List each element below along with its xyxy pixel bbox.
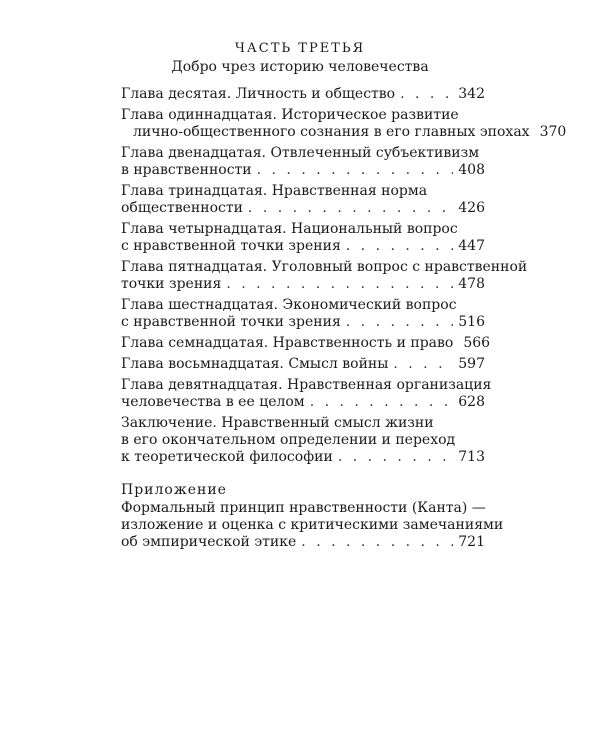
part-title: ЧАСТЬ ТРЕТЬЯ xyxy=(234,41,366,56)
entry-title: Глава четырнадцатая. Национальный вопрос xyxy=(121,221,458,237)
entry-title: Глава шестнадцатая. Экономический вопрос xyxy=(121,297,457,313)
entry-title-continued: с нравственной точки зрения xyxy=(121,314,341,330)
entry-title-continued: лично-общественного сознания в его главных эпохах xyxy=(133,124,530,140)
toc-entry-chapter-15[interactable] xyxy=(121,259,528,293)
toc-entry-chapter-18[interactable] xyxy=(121,356,485,373)
page-number: 566 xyxy=(463,335,491,351)
table-of-contents xyxy=(121,86,567,555)
toc-entry-chapter-19[interactable] xyxy=(121,377,492,411)
entry-title: Глава пятнадцатая. Уголовный вопрос с нравственной xyxy=(121,259,528,275)
entry-title-continued: в его окончательном определении и переход xyxy=(121,432,456,448)
entry-title-continued: об эмпирической этике xyxy=(121,534,297,550)
part-subtitle: Добро чрез историю человечества xyxy=(171,59,429,75)
page-number: 516 xyxy=(458,314,485,330)
page-number: 597 xyxy=(458,356,485,372)
toc-entry-chapter-14[interactable] xyxy=(121,221,485,255)
entry-title: Глава двенадцатая. Отвлеченный субъективизм xyxy=(121,145,480,161)
page-number: 408 xyxy=(458,162,485,178)
page-number: 713 xyxy=(458,449,485,465)
page-number: 478 xyxy=(458,276,485,292)
entry-title-continued: в нравственности xyxy=(121,162,252,178)
dot-leader xyxy=(400,86,453,103)
toc-entry-chapter-16[interactable] xyxy=(121,297,485,331)
entry-title: Глава одиннадцатая. Историческое развитие xyxy=(121,107,459,123)
dot-leader xyxy=(248,200,453,217)
dot-leader xyxy=(226,276,453,293)
entry-title-continued: изложение и оценка с критическими замечаниями xyxy=(121,517,504,533)
entry-title: Формальный принцип нравственности (Канта) — xyxy=(121,500,486,516)
dot-leader xyxy=(393,356,453,373)
entry-title: Глава семнадцатая. Нравственность и право xyxy=(121,335,454,351)
page-number: 426 xyxy=(458,200,485,216)
dot-leader xyxy=(346,314,453,331)
entry-title-continued: общественности xyxy=(121,200,243,216)
entry-title-continued: с нравственной точки зрения xyxy=(121,238,341,254)
entry-title-continued: точки зрения xyxy=(121,276,222,292)
entry-title-continued: к теоретической философии xyxy=(121,449,333,465)
toc-entry-chapter-13[interactable] xyxy=(121,183,485,217)
page-number: 447 xyxy=(458,238,485,254)
toc-entry-chapter-12[interactable] xyxy=(121,145,485,179)
dot-leader xyxy=(338,449,453,466)
dot-leader xyxy=(310,394,454,411)
entry-title: Глава восьмнадцатая. Смысл войны xyxy=(121,356,389,372)
entry-title: Заключение. Нравственный смысл жизни xyxy=(121,415,434,431)
toc-entry-chapter-17[interactable] xyxy=(121,335,491,352)
toc-entry-chapter-10[interactable] xyxy=(121,86,485,103)
toc-entry-chapter-11[interactable] xyxy=(121,107,567,141)
dot-leader xyxy=(346,238,453,255)
dot-leader xyxy=(257,162,454,179)
page-number: 721 xyxy=(458,534,485,550)
page-number: 342 xyxy=(458,86,485,102)
toc-entry-appendix[interactable] xyxy=(121,500,504,551)
part-header xyxy=(0,40,600,77)
page-number: 370 xyxy=(539,124,567,140)
dot-leader xyxy=(301,534,453,551)
entry-title: Глава тринадцатая. Нравственная норма xyxy=(121,183,428,199)
appendix-title: Приложение xyxy=(121,482,227,498)
entry-title-continued: человечества в ее целом xyxy=(121,394,305,410)
toc-entry-conclusion[interactable] xyxy=(121,415,485,466)
entry-title: Глава десятая. Личность и общество xyxy=(121,86,396,102)
entry-title: Глава девятнадцатая. Нравственная организация xyxy=(121,377,492,393)
page-number: 628 xyxy=(458,394,485,410)
